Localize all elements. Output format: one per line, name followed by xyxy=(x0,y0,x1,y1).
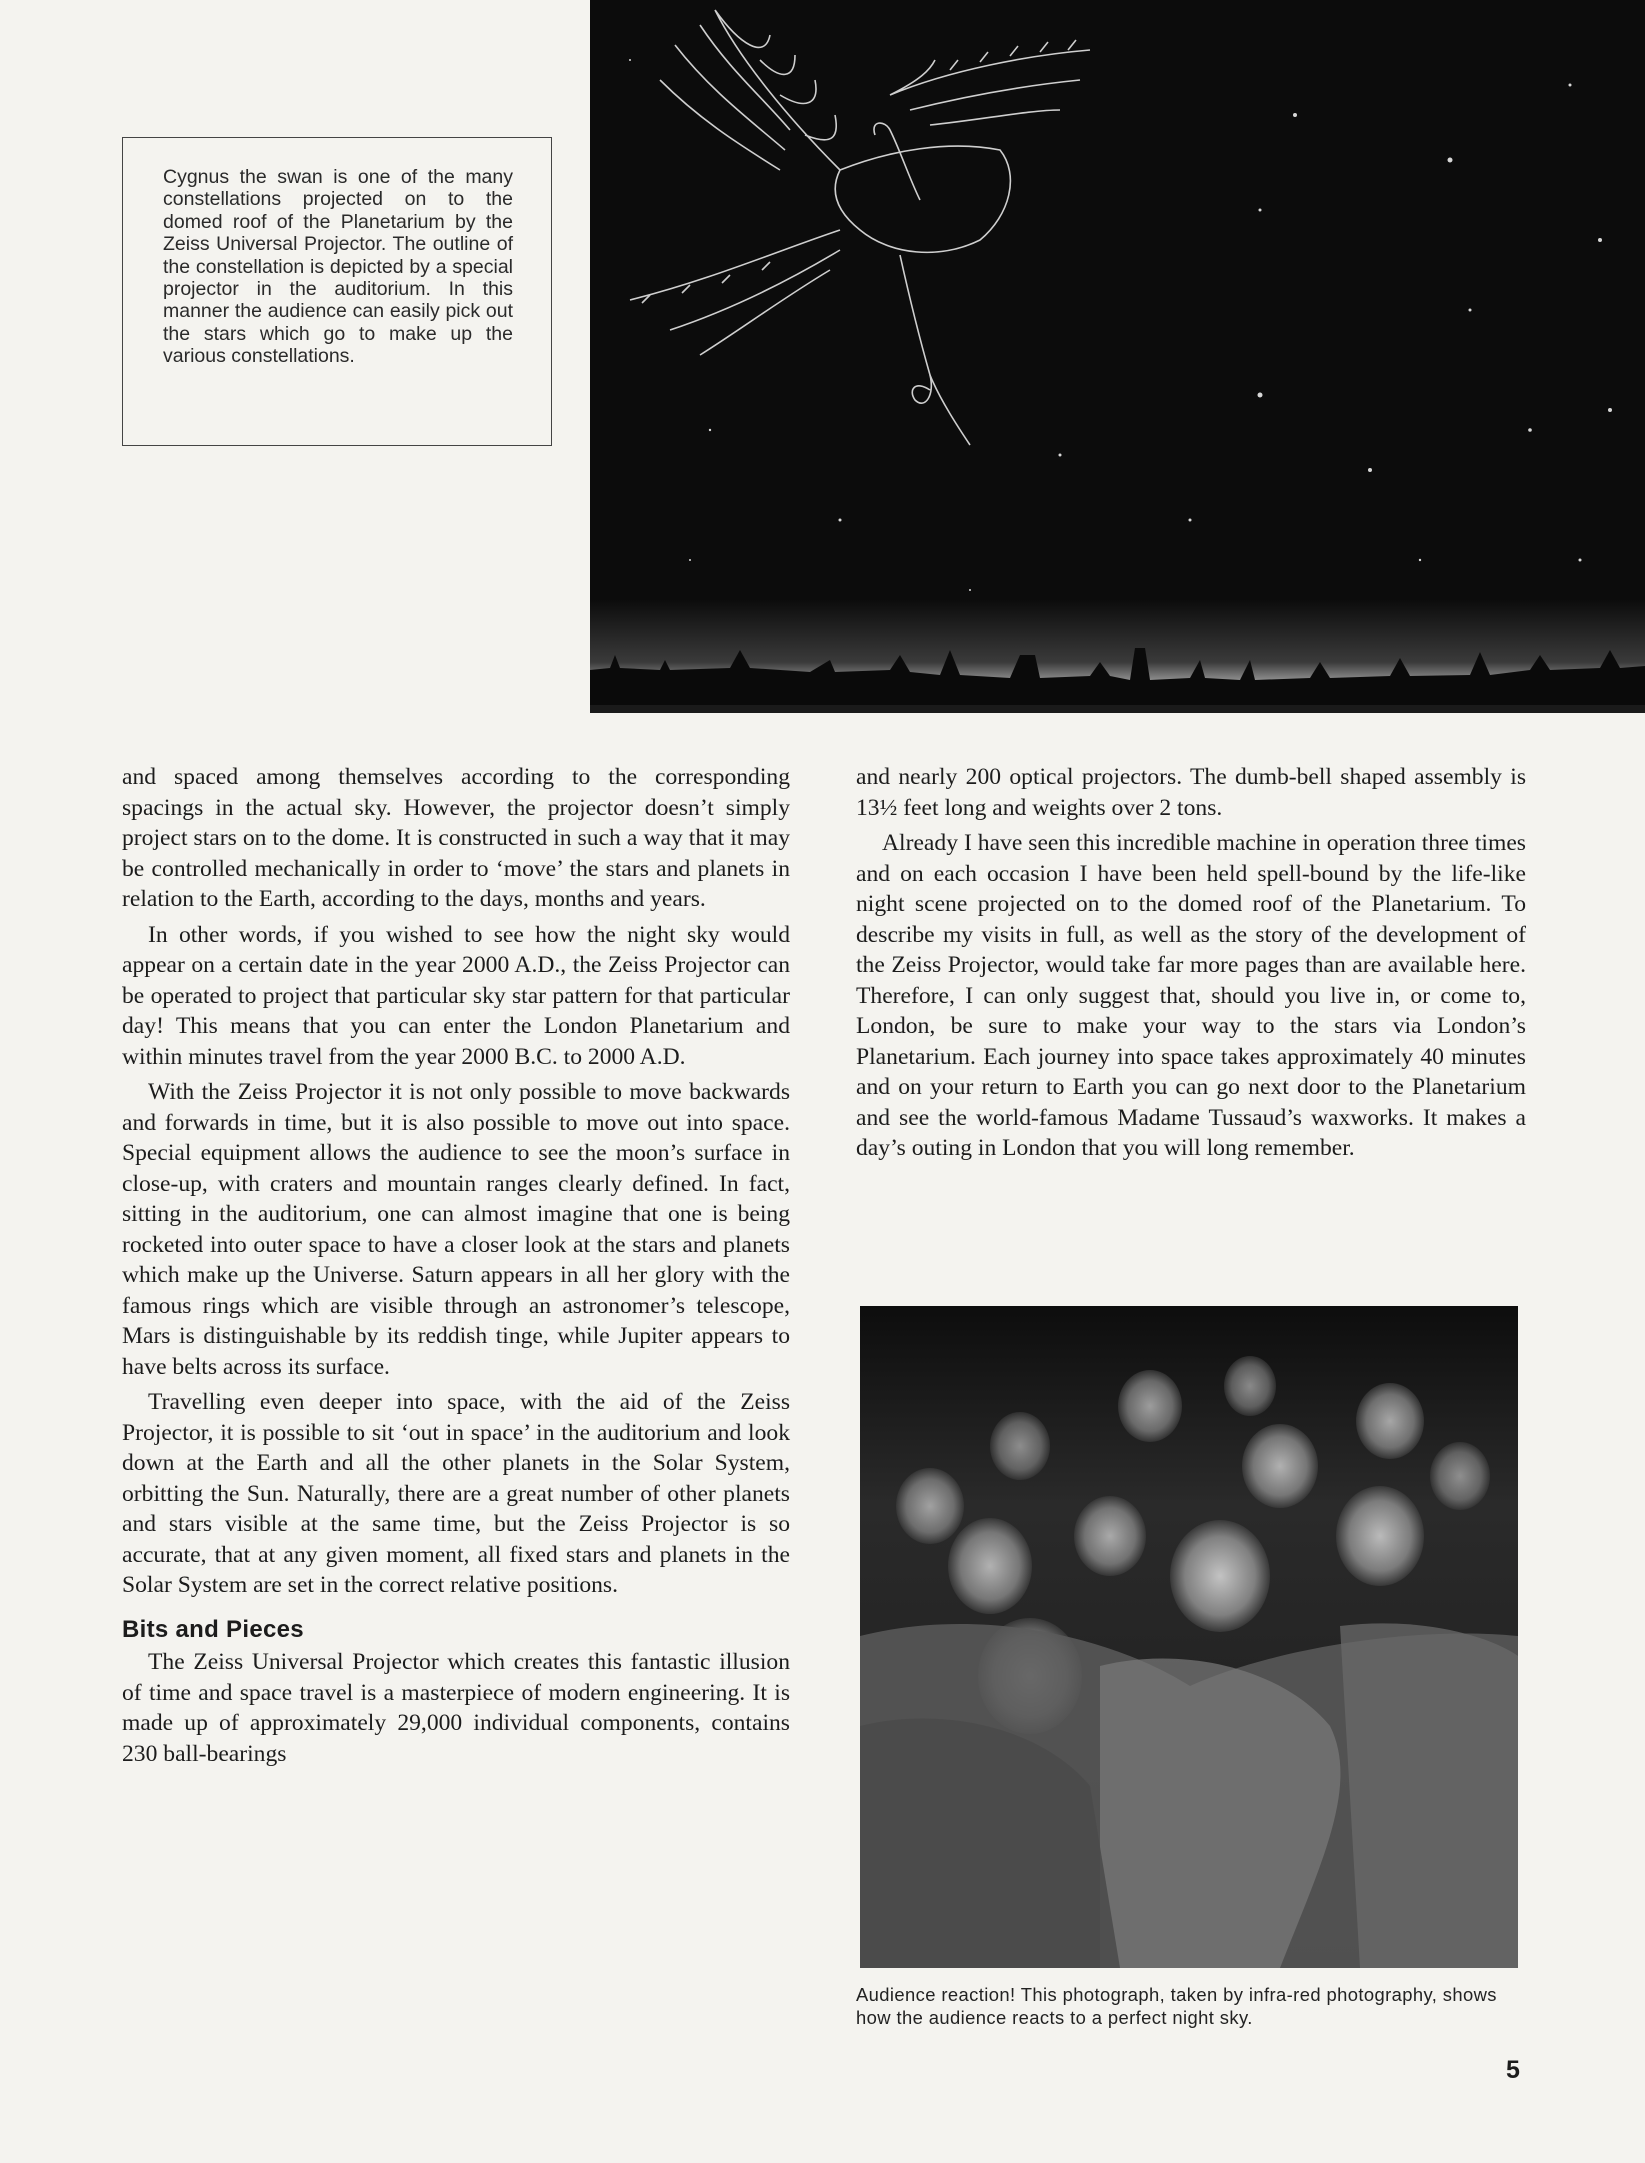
left-paragraph-2: In other words, if you wished to see how the night sky would appear on a certain date in the year 2000 A.D., the Zeiss Projector can be operated to project that particular sky star pattern for that particular day! This means that you can enter the London Planetarium and within minutes travel from the year 2000 B.C. to 2000 A.D. xyxy=(122,921,790,1070)
cygnus-caption-box xyxy=(122,137,552,446)
right-paragraph-1: and nearly 200 optical projectors. The dumb-bell shaped assembly is 13½ feet long and weights over 2 tons. xyxy=(856,764,1526,821)
audience-photo xyxy=(860,1306,1518,1968)
left-paragraph-4: Travelling even deeper into space, with the aid of the Zeiss Projector, it is possible to sit ‘out in space’ in the auditorium and look down at the Earth and all the other planets in the Solar System, orbitting the Sun. Naturally, there are a great number of other planets and stars visible at the same time, but the Zeiss Projector is so accurate, that at any given moment, all fixed stars and planets in the Solar System are set in the correct relative positions. xyxy=(122,1389,790,1598)
right-column xyxy=(856,762,1526,1164)
left-paragraph-5: The Zeiss Universal Projector which creates this fantastic illusion of time and space travel is a masterpiece of modern engineering. It is made up of approximately 29,000 individual components, contains 230 ball-bearings xyxy=(122,1649,790,1767)
right-paragraph-2: Already I have seen this incredible machine in operation three times and on each occasion I have been held spell-bound by the life-like night scene projected on to the domed roof of the Planetarium. To describe my visits in full, as well as the story of the development of the Zeiss Projector, would take far more pages than are available here. Therefore, I can only suggest that, should you live in, or come to, London, be sure to make your way to the stars via London’s Planetarium. Each journey into space takes approximately 40 minutes and on your return to Earth you can go next door to the Planetarium and see the world-famous Madame Tussaud’s waxworks. It makes a day’s outing in London that you will long remember. xyxy=(856,830,1526,1161)
cygnus-caption-text: Cygnus the swan is one of the many constellations projected on to the domed roof of the Planetarium by the Zeiss Universal Projector. The outline of the constellation is depicted by a special projector in the auditorium. In this manner the audience can easily pick out the stars which go to make up the various constellations. xyxy=(163,166,513,368)
page-number: 5 xyxy=(1506,2056,1520,2084)
left-column xyxy=(122,762,790,1769)
cygnus-constellation-photo xyxy=(590,0,1645,713)
audience-photo-caption: Audience reaction! This photograph, taken by infra-red photography, shows how the audience reacts to a perfect night sky. xyxy=(856,1984,1497,2028)
section-heading: Bits and Pieces xyxy=(122,1615,304,1643)
left-paragraph-1: and spaced among themselves according to the corresponding spacings in the actual sky. However, the projector doesn’t simply project stars on to the dome. It is constructed in such a way that it may be controlled mechanically in order to ‘move’ the stars and planets in relation to the Earth, according to the days, months and years. xyxy=(122,764,790,912)
left-paragraph-3: With the Zeiss Projector it is not only possible to move backwards and forwards in time, but it is also possible to move out into space. Special equipment allows the audience to see the moon’s surface in close-up, with craters and mountain ranges clearly defined. In fact, sitting in the auditorium, one can almost imagine that one is being rocketed into outer space to have a closer look at the stars and planets which make up the Universe. Saturn appears in all her glory with the famous rings which are visible through an astronomer’s telescope, Mars is distinguishable by its reddish tinge, while Jupiter appears to have belts across its surface. xyxy=(122,1079,790,1380)
